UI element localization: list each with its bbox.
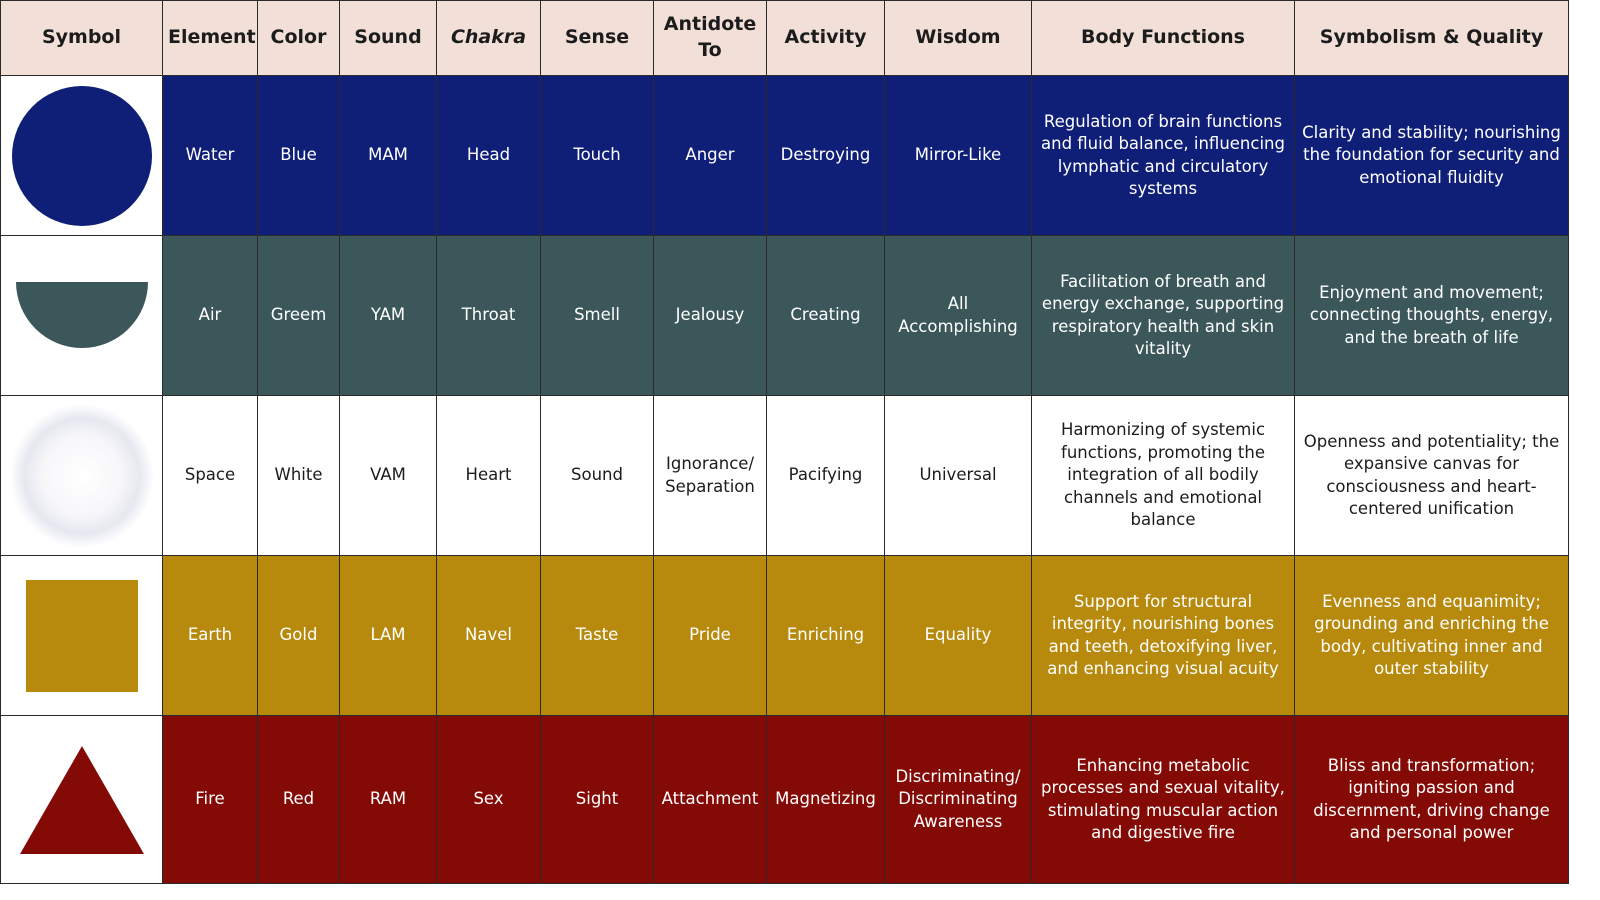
chakra-cell: Throat [437,236,541,396]
body-functions-cell: Regulation of brain functions and fluid balance, influencing lymphatic and circulatory systems [1032,76,1295,236]
symbol-cell [1,396,163,556]
element-cell: Water [163,76,258,236]
header-activity: Activity [767,1,885,76]
gold-square-icon [26,580,138,692]
header-sense: Sense [541,1,654,76]
wisdom-cell: Universal [885,396,1032,556]
activity-cell: Magnetizing [767,716,885,884]
element-cell: Air [163,236,258,396]
table-row-earth [1,556,1569,716]
wisdom-cell: All Accomplishing [885,236,1032,396]
symbol-cell [1,236,163,396]
body-functions-cell: Support for structural integrity, nourishing bones and teeth, detoxifying liver, and enhancing visual acuity [1032,556,1295,716]
antidote-cell: Attachment [654,716,767,884]
chakra-cell: Head [437,76,541,236]
symbolism-cell: Bliss and transformation; igniting passion and discernment, driving change and personal power [1295,716,1569,884]
sound-cell: MAM [340,76,437,236]
symbol-cell [1,76,163,236]
antidote-cell: Jealousy [654,236,767,396]
body-functions-cell: Enhancing metabolic processes and sexual vitality, stimulating muscular action and digestive fire [1032,716,1295,884]
body-functions-cell: Facilitation of breath and energy exchange, supporting respiratory health and skin vitality [1032,236,1295,396]
antidote-cell: Anger [654,76,767,236]
header-symbol: Symbol [1,1,163,76]
header-color: Color [258,1,340,76]
sense-cell: Touch [541,76,654,236]
activity-cell: Destroying [767,76,885,236]
activity-cell: Pacifying [767,396,885,556]
element-cell: Earth [163,556,258,716]
table-row-air [1,236,1569,396]
table-row-water [1,76,1569,236]
color-cell: Gold [258,556,340,716]
activity-cell: Enriching [767,556,885,716]
element-cell: Fire [163,716,258,884]
antidote-cell: Pride [654,556,767,716]
sound-cell: LAM [340,556,437,716]
symbol-cell [1,716,163,884]
header-sound: Sound [340,1,437,76]
sound-cell: RAM [340,716,437,884]
blue-circle-icon [11,85,153,227]
antidote-cell: Ignorance/ Separation [654,396,767,556]
chakra-cell: Sex [437,716,541,884]
header-wisdom: Wisdom [885,1,1032,76]
white-glow-circle-icon [9,403,155,549]
wisdom-cell: Mirror-Like [885,76,1032,236]
header-row [1,1,1569,76]
red-triangle-icon [20,746,144,854]
header-chakra: Chakra [437,1,541,76]
chakra-cell: Heart [437,396,541,556]
color-cell: Red [258,716,340,884]
sense-cell: Taste [541,556,654,716]
table-row-fire [1,716,1569,884]
body-functions-cell: Harmonizing of systemic functions, promoting the integration of all bodily channels and emotional balance [1032,396,1295,556]
element-cell: Space [163,396,258,556]
symbolism-cell: Openness and potentiality; the expansive canvas for consciousness and heart-centered unification [1295,396,1569,556]
sound-cell: YAM [340,236,437,396]
symbol-cell [1,556,163,716]
color-cell: White [258,396,340,556]
sound-cell: VAM [340,396,437,556]
header-element: Element [163,1,258,76]
green-half-circle-icon [16,282,148,350]
table-row-space [1,396,1569,556]
sense-cell: Sight [541,716,654,884]
header-antidote: Antidote To [654,1,767,76]
wisdom-cell: Equality [885,556,1032,716]
header-symbolism: Symbolism & Quality [1295,1,1569,76]
symbolism-cell: Enjoyment and movement; connecting thoughts, energy, and the breath of life [1295,236,1569,396]
sense-cell: Smell [541,236,654,396]
symbolism-cell: Clarity and stability; nourishing the foundation for security and emotional fluidity [1295,76,1569,236]
chakra-cell: Navel [437,556,541,716]
wisdom-cell: Discriminating/ Discriminating Awareness [885,716,1032,884]
color-cell: Blue [258,76,340,236]
color-cell: Greem [258,236,340,396]
activity-cell: Creating [767,236,885,396]
header-body-functions: Body Functions [1032,1,1295,76]
sense-cell: Sound [541,396,654,556]
symbolism-cell: Evenness and equanimity; grounding and enriching the body, cultivating inner and outer stability [1295,556,1569,716]
